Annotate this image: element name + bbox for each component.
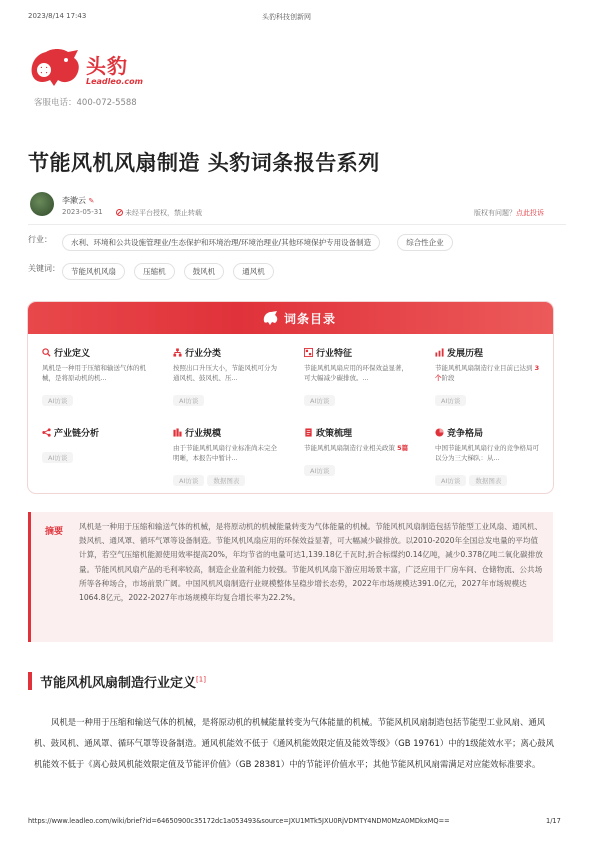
card-desc: 节能风机风扇应用的环保效益显著，可大幅减少碳排放。... [304,364,408,382]
forbidden-icon [116,209,123,216]
divider [28,224,566,225]
abstract-label: 摘要 [45,527,64,537]
ai-interview-pill[interactable]: AI访谈 [42,395,73,406]
author-avatar[interactable] [30,192,54,216]
ai-interview-pill[interactable]: AI访谈 [173,475,204,486]
section-title-text: 节能风机风扇制造行业定义 [40,676,197,691]
card-desc: 风机是一种用于压缩和输送气体的机械，是将原动机的机... [42,364,146,382]
card-desc-pre: 节能风机风扇制造行业目前已达到 [435,364,535,372]
card-title: 行业特征 [316,349,353,359]
rights-question: 版权有问题？ [474,209,516,217]
ai-interview-pill[interactable]: AI访谈 [435,395,466,406]
copyright-notice-text: 未经平台授权，禁止转载 [125,209,202,217]
author-name-text: 李漱云 [62,196,86,205]
industry-tag[interactable]: 综合性企业 [397,234,453,251]
document-icon [304,428,313,437]
print-site-title: 头豹科技创新网 [262,13,311,21]
catalog-card-chain[interactable] [42,426,99,464]
keyword-tag[interactable]: 节能风机风扇 [62,263,125,280]
card-title: 竞争格局 [447,429,484,439]
data-chart-pill[interactable]: 数据图表 [207,475,245,486]
magnifier-icon [42,348,51,357]
bar-chart-icon [435,348,444,357]
print-datetime: 2023/8/14 17:43 [28,12,87,20]
card-desc [435,363,543,383]
catalog-card-features[interactable] [304,346,412,407]
card-title: 产业链分析 [54,429,100,439]
keyword-tags [62,259,274,280]
card-desc [304,443,412,453]
grid-icon [304,348,313,357]
abstract-box [28,512,553,642]
author-name[interactable] [62,195,94,206]
card-desc-pre: 节能风机风扇制造行业相关政策 [304,444,398,452]
columns-icon [173,428,182,437]
page-url: https://www.leadleo.com/wiki/brief?id=64650900c35172dc1a053493&source=JXU1MTk5JXU0RjVDMTY4NDM0MzA0MDkxMQ== [28,817,450,825]
card-desc: 中国节能风机风扇行业的竞争格局可以分为三大梯队：从... [435,444,539,462]
section-title [40,672,206,691]
card-desc: 由于节能风机风扇行业标准尚未完全明晰，本报告中暂计... [173,444,277,462]
catalog-card-definition[interactable] [42,346,150,407]
verified-badge-icon: ✎ [88,197,95,205]
card-title: 发展历程 [447,349,484,359]
card-title: 行业规模 [185,429,222,439]
data-chart-pill[interactable]: 数据图表 [469,475,507,486]
section-body: 风机是一种用于压缩和输送气体的机械，是将原动机的机械能量转变为气体能量的机械。节能风机风扇制造包括节能型工业风扇、通风机、鼓风机、通风罩、循环气罩等设备制造。通风机能效不低于《通风机能效限定值及能效等级》（GB 19761）中的1级能效水平；离心鼓风机能效不低于《离心鼓风机能效限定值及节能评价值》（GB 28381）中的节能评价值水平；其他节能风机风扇需满足对应能效标准要求。 [34,717,555,769]
ai-interview-pill[interactable]: AI访谈 [304,395,335,406]
service-phone: 客服电话：400-072-5588 [34,98,137,108]
page-number: 1/17 [546,817,561,825]
industry-tags [62,230,453,251]
publish-date: 2023-05-31 [62,208,103,216]
catalog-card-competition[interactable] [435,426,543,487]
catalog-title: 词条目录 [284,312,337,326]
industry-tag[interactable]: 水利、环境和公共设施管理业/生态保护和环境治理/环境治理业/其他环境保护专用设备制造 [62,234,380,251]
logo-brand: 头豹 [86,54,128,78]
keyword-tag[interactable]: 鼓风机 [184,263,225,280]
pie-icon [435,428,444,437]
footnote-ref[interactable]: [1] [196,675,206,684]
section-marker [28,672,32,690]
catalog-card-policy[interactable] [304,426,412,477]
industry-label: 行业： [28,235,52,244]
leopard-icon [262,309,280,327]
card-title: 行业分类 [185,349,222,359]
page-title: 节能风机风扇制造 头豹词条报告系列 [28,151,380,175]
ai-interview-pill[interactable]: AI访谈 [435,475,466,486]
catalog-card-classification[interactable] [173,346,281,407]
chain-icon [42,428,51,437]
card-desc-highlight: 3个 [435,364,540,382]
keyword-tag[interactable]: 通风机 [233,263,274,280]
catalog-panel [28,302,553,493]
complaint-link[interactable]: 点此投诉 [516,209,544,217]
card-desc-highlight: 5篇 [397,444,409,452]
abstract-text: 风机是一种用于压缩和输送气体的机械，是将原动机的机械能量转变为气体能量的机械。节能风机风扇制造包括节能型工业风扇、通风机、鼓风机、通风罩、循环气罩等设备制造。节能风机风扇应用的环保效益显著，可大幅减少碳排放。以2010-2020年全国总发电量的平均值计算，若空气压缩机能源使用效率提高20%，年均节省的电量可达1,139.18亿千瓦时,折合标煤约0.14亿吨，减少0.378亿吨二氧化碳排放量。节能风机风扇产品的毛利率较高，制造企业盈利能力较强。节能风机风扇下游应用场景丰富，广泛应用于厂房车间、仓储物流、公共场所等各种场合，市场前景广阔。中国风机风扇制造行业规模整体呈稳步增长态势，2022年市场规模达391.0亿元，2027年市场规模达1064.8亿元，2022-2027年市场规模年均复合增长率为22.2%。 [79,522,543,603]
card-title: 政策梳理 [316,429,353,439]
logo-domain: Leadleo.com [86,77,143,86]
card-desc-post: 阶段 [441,374,455,382]
keywords-label: 关键词： [28,264,60,273]
card-title: 行业定义 [54,349,91,359]
copyright-notice [116,208,202,218]
ai-interview-pill[interactable]: AI访谈 [304,465,335,476]
hierarchy-icon [173,348,182,357]
keyword-tag[interactable]: 压缩机 [134,263,175,280]
rights-complaint [474,208,544,218]
ai-interview-pill[interactable]: AI访谈 [173,395,204,406]
card-desc: 按照出口升压大小，节能风机可分为通风机、鼓风机、压... [173,364,277,382]
catalog-card-history[interactable] [435,346,543,407]
leopard-logo-icon[interactable] [28,44,82,88]
ai-interview-pill[interactable]: AI访谈 [42,452,73,463]
catalog-card-scale[interactable] [173,426,281,487]
